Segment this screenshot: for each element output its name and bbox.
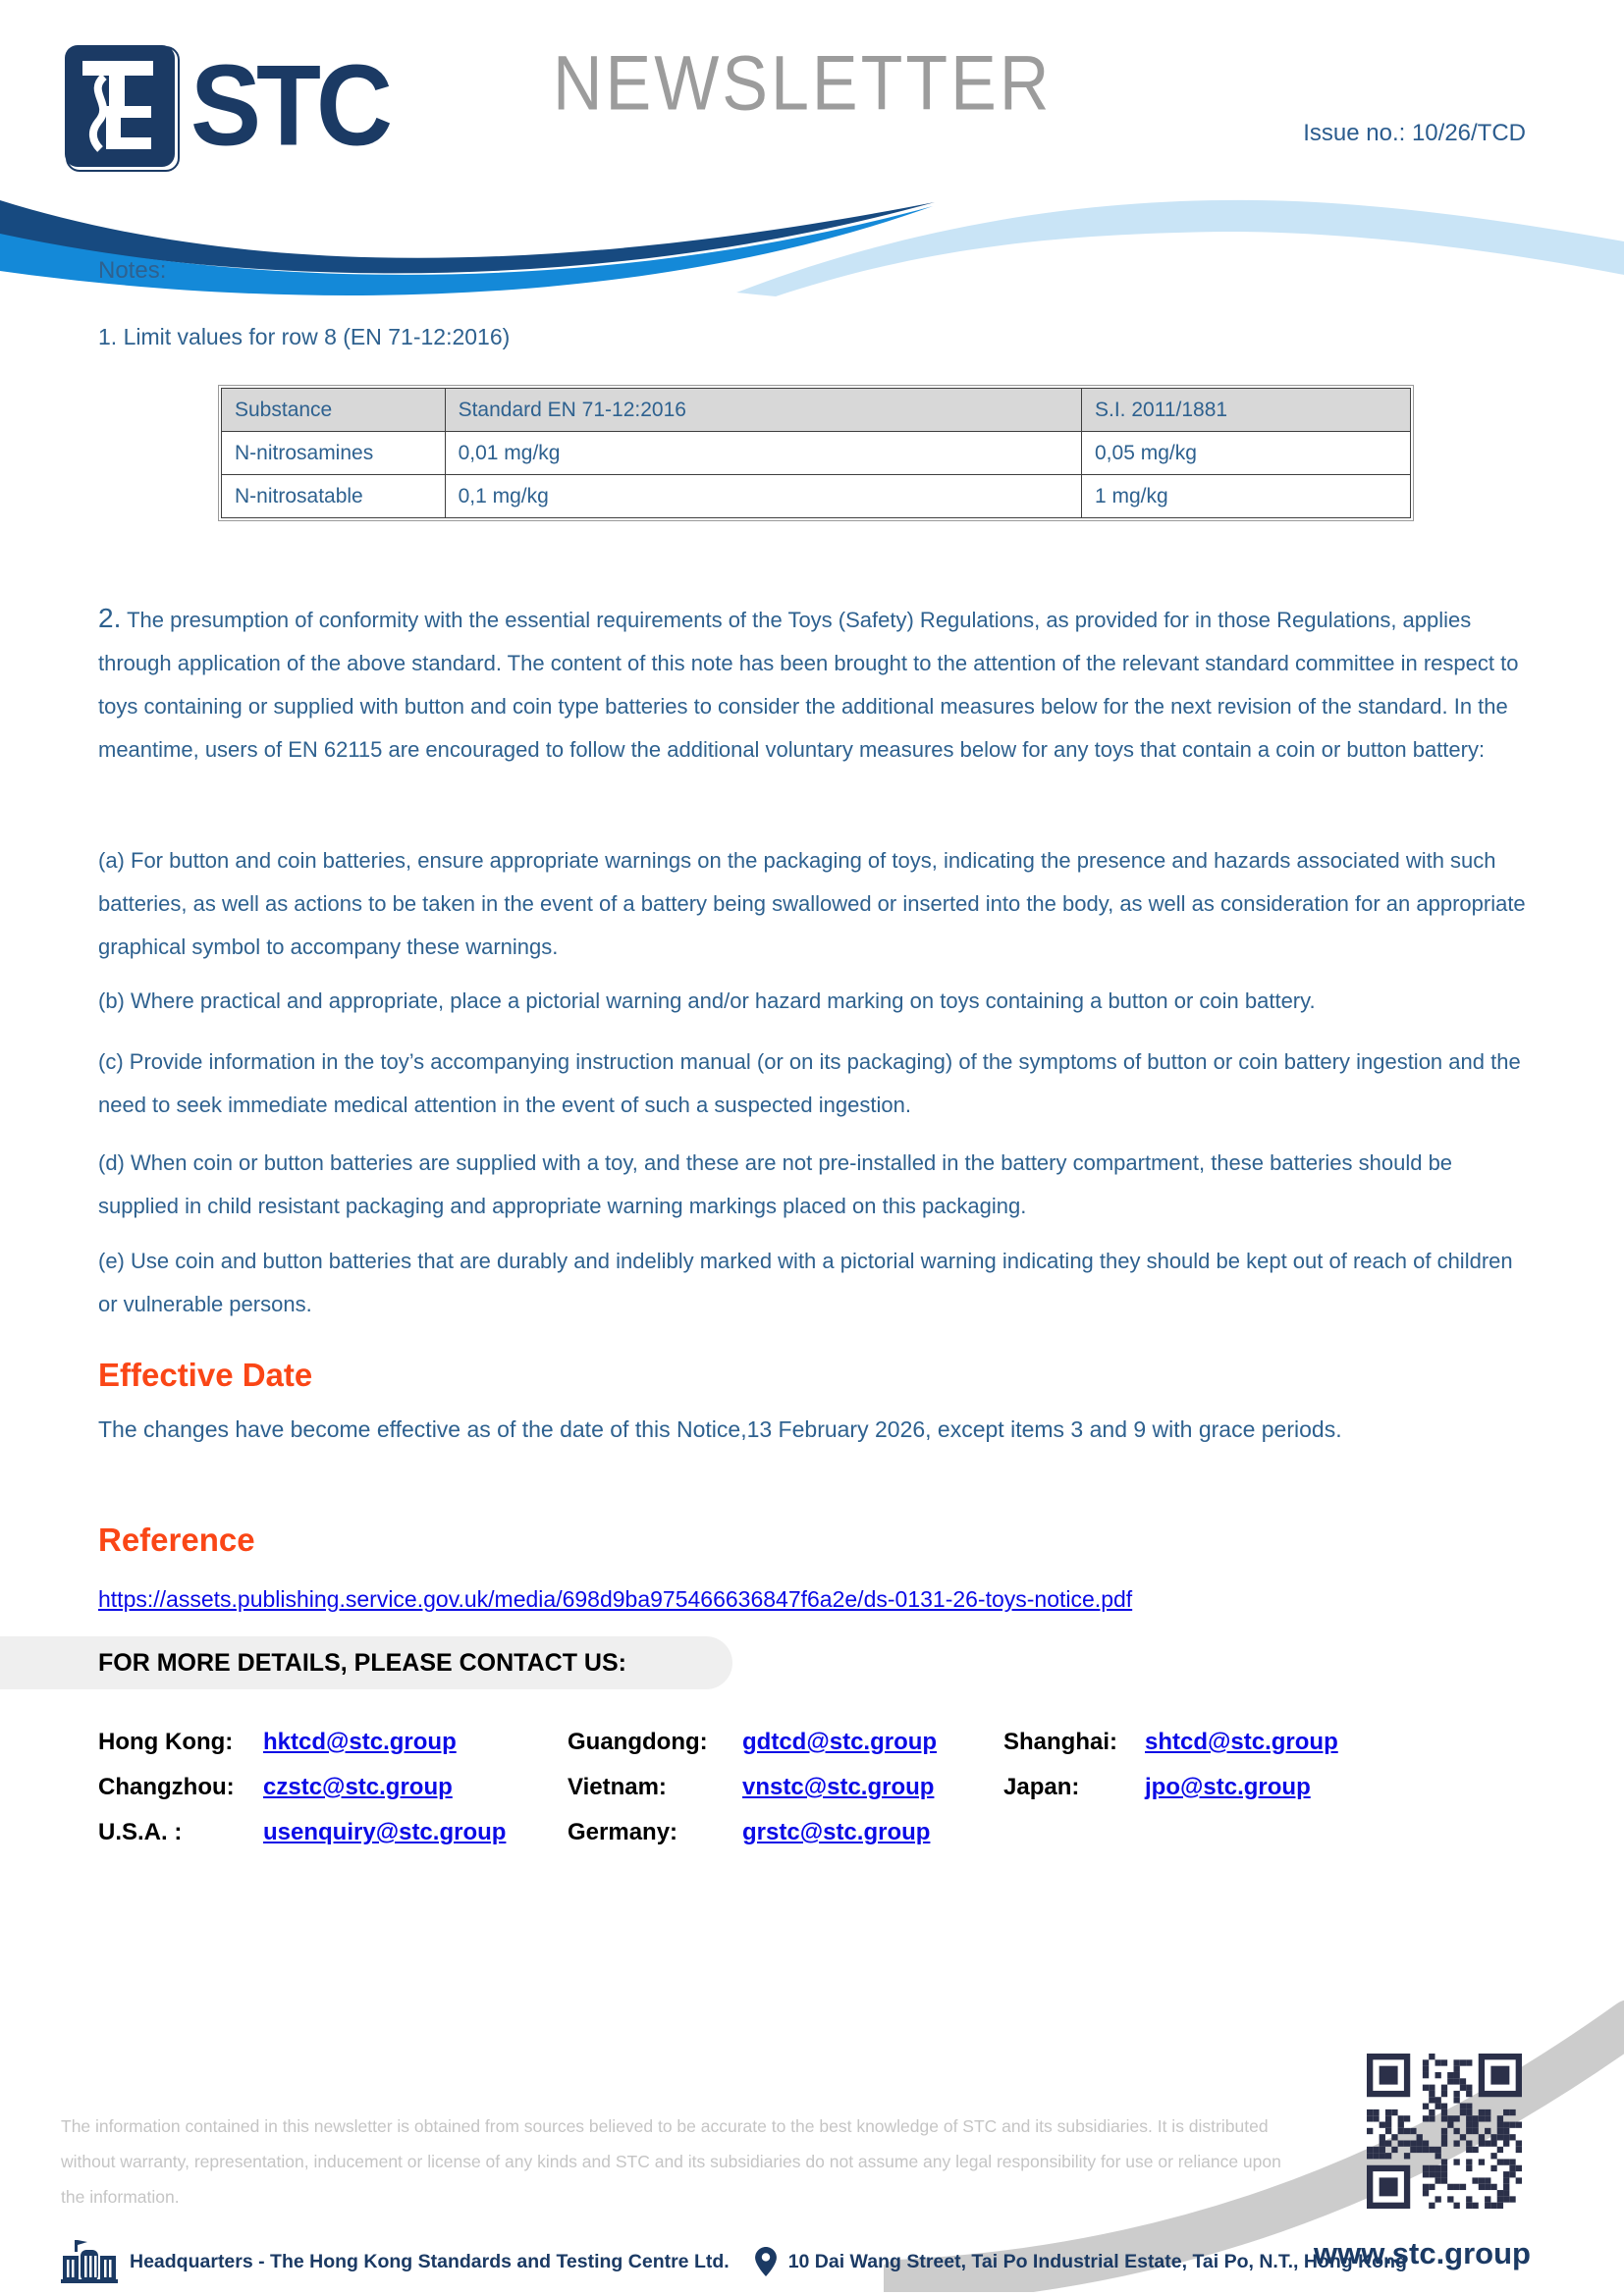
issue-number: Issue no.: 10/26/TCD bbox=[1303, 120, 1526, 146]
table-cell: 1 mg/kg bbox=[1082, 475, 1411, 518]
contact-label: Vietnam: bbox=[568, 1774, 667, 1800]
contact-label: Hong Kong: bbox=[98, 1729, 234, 1755]
stc-logo bbox=[63, 40, 388, 173]
contact-label: Changzhou: bbox=[98, 1774, 235, 1800]
note2-paragraph bbox=[98, 597, 1526, 772]
note2-number: 2. bbox=[98, 603, 122, 633]
table-row bbox=[222, 475, 1411, 518]
contact-label: U.S.A. : bbox=[98, 1819, 183, 1845]
note2-item-d: (d) When coin or button batteries are supplied with a toy, and these are not pre-installed in the battery compartment, these batteries should be supplied in child resistant packaging and appropriate warning markings placed on this packaging. bbox=[98, 1150, 1453, 1218]
contact-label: Japan: bbox=[1003, 1774, 1080, 1800]
contact-label: Guangdong: bbox=[568, 1729, 708, 1755]
stc-wordmark: STC bbox=[190, 40, 388, 170]
table-cell: 0,01 mg/kg bbox=[445, 432, 1081, 475]
note2-item-a: (a) For button and coin batteries, ensure appropriate warnings on the packaging of toys, indicating the presence and hazards associated with such batteries, as well as actions to be taken in the event of a battery being swallowed or inserted into the body, as well as consideration for an appropriate graphical symbol to accompany these warnings. bbox=[98, 848, 1526, 959]
contact-email-link[interactable]: gdtcd@stc.group bbox=[742, 1729, 938, 1755]
contact-label: Shanghai: bbox=[1003, 1729, 1118, 1755]
location-pin-icon bbox=[755, 2247, 777, 2276]
effective-date-text: The changes have become effective as of the date of this Notice,13 February 2026, except items 3 and 9 with grace periods. bbox=[98, 1416, 1342, 1442]
contact-email-link[interactable]: shtcd@stc.group bbox=[1145, 1729, 1338, 1755]
contact-email-link[interactable]: jpo@stc.group bbox=[1145, 1774, 1311, 1800]
contact-label: Germany: bbox=[568, 1819, 678, 1845]
website-link[interactable]: www.stc.group bbox=[1313, 2236, 1531, 2270]
contact-grid bbox=[98, 1720, 1469, 1855]
qr-code bbox=[1367, 2054, 1522, 2214]
reference-link-row bbox=[98, 1586, 1526, 1613]
limit-values-table bbox=[221, 388, 1411, 518]
note1-heading: 1. Limit values for row 8 (EN 71-12:2016) bbox=[98, 324, 511, 349]
stc-seal-icon bbox=[63, 43, 181, 173]
note2-item-c: (c) Provide information in the toy’s accompanying instruction manual (or on its packaging) of the symptoms of button or coin battery ingestion and the need to seek immediate medical attention in the event of such a suspected ingestion. bbox=[98, 1049, 1521, 1117]
building-icon bbox=[61, 2240, 118, 2283]
table-header-cell: Standard EN 71-12:2016 bbox=[445, 389, 1081, 432]
note2-item-b: (b) Where practical and appropriate, place a pictorial warning and/or hazard marking on toys containing a button or coin battery. bbox=[98, 988, 1316, 1013]
footer-address-line bbox=[61, 2240, 1407, 2283]
table-cell: 0,05 mg/kg bbox=[1082, 432, 1411, 475]
table-cell: 0,1 mg/kg bbox=[445, 475, 1081, 518]
contact-banner: FOR MORE DETAILS, PLEASE CONTACT US: bbox=[0, 1636, 732, 1689]
note2-item-e: (e) Use coin and button batteries that are durably and indelibly marked with a pictorial warning indicating they should be kept out of reach of children or vulnerable persons. bbox=[98, 1249, 1513, 1316]
table-header-cell: Substance bbox=[222, 389, 446, 432]
headquarters-text: Headquarters - The Hong Kong Standards and Testing Centre Ltd. bbox=[130, 2250, 730, 2272]
disclaimer-text: The information contained in this newsletter is obtained from sources believed to be accurate to the best knowledge of STC and its subsidiaries. It is distributed without warranty, representation, inducement or license of any kinds and STC and its subsidiaries do not assume any legal responsibility for use or reliance upon the information. bbox=[61, 2116, 1281, 2207]
newsletter-title: NEWSLETTER bbox=[553, 40, 1053, 127]
notes-title: Notes: bbox=[98, 257, 167, 284]
effective-date-heading: Effective Date bbox=[98, 1357, 313, 1393]
table-cell: N-nitrosamines bbox=[222, 432, 446, 475]
contact-email-link[interactable]: vnstc@stc.group bbox=[742, 1774, 935, 1800]
note2-text: The presumption of conformity with the essential requirements of the Toys (Safety) Regulations, as provided for in those Regulations, applies through application of the above standard. The content of this note has been brought to the attention of the relevant standard committee in respect to toys containing or supplied with button and coin type batteries to consider the additional measures below for the next revision of the standard. In the meantime, users of EN 62115 are encouraged to follow the additional voluntary measures below for any toys that contain a coin or button battery: bbox=[98, 608, 1519, 762]
table-row bbox=[222, 432, 1411, 475]
contact-email-link[interactable]: czstc@stc.group bbox=[263, 1774, 453, 1800]
reference-heading: Reference bbox=[98, 1522, 255, 1558]
address-text: 10 Dai Wang Street, Tai Po Industrial Estate, Tai Po, N.T., Hong Kong bbox=[787, 2250, 1407, 2272]
contact-email-link[interactable]: usenquiry@stc.group bbox=[263, 1819, 507, 1845]
table-header-cell: S.I. 2011/1881 bbox=[1082, 389, 1411, 432]
contact-email-link[interactable]: hktcd@stc.group bbox=[263, 1729, 457, 1755]
contact-email-link[interactable]: grstc@stc.group bbox=[742, 1819, 931, 1845]
table-cell: N-nitrosatable bbox=[222, 475, 446, 518]
table-header-row bbox=[222, 389, 1411, 432]
reference-link[interactable]: https://assets.publishing.service.gov.uk/media/698d9ba975466636847f6a2e/ds-0131-26-toys-notice.pdf bbox=[98, 1586, 1133, 1612]
